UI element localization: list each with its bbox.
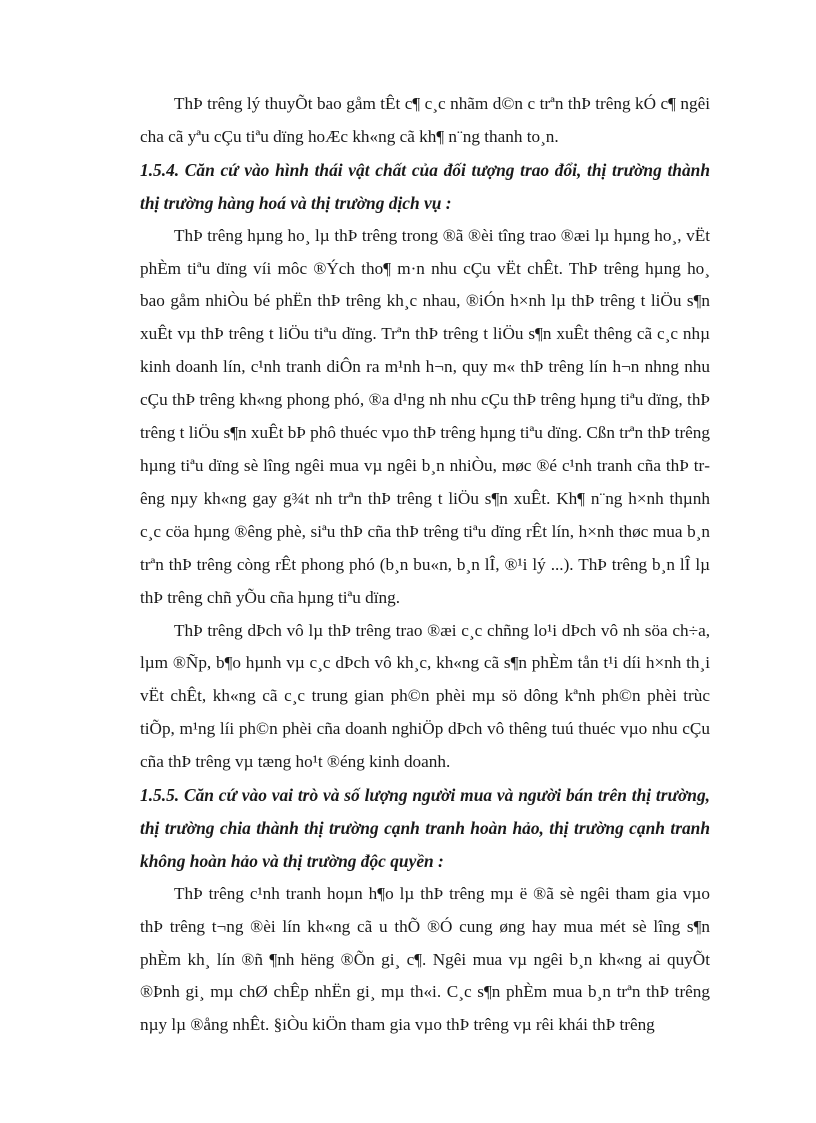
paragraph-goods-market: ThÞ trêng hµng ho¸ lµ thÞ trêng trong ®ã ®èi tîng trao ®æi lµ hµng ho¸, vËt phÈm tiªu dïng víi môc ®Ých tho¶ m·n nhu cÇu vËt chÊt. ThÞ trêng hµng ho¸ bao gåm nhiÒu bé phËn thÞ trêng kh¸c nhau, ®iÓn h×nh lµ thÞ trêng t liÖu s¶n xuÊt vµ thÞ trêng t liÖu tiªu dïng. Trªn thÞ trêng t liÖu s¶n xuÊt thêng cã c¸c nhµ kinh doanh lín, c¹nh tranh diÔn ra m¹nh h¬n, quy m« thÞ trêng lín h¬n nhng nhu cÇu thÞ trêng kh«ng phong phó, ®a d¹ng nh nhu cÇu thÞ trêng hµng tiªu dïng, thÞ trêng t liÖu s¶n xuÊt bÞ phô thuéc vµo thÞ trêng hµng tiªu dïng. Cßn trªn thÞ trêng hµng tiªu dïng sè lîng ngêi mua vµ ngêi b¸n nhiÒu, møc ®é c¹nh tranh cña thÞ trêng nµy kh«ng gay g¾t nh trªn thÞ trêng t liÖu s¶n xuÊt. Kh¶ n¨ng h×nh thµnh c¸c cöa hµng ®êng phè, siªu thÞ cña thÞ trêng tiªu dïng rÊt lín, h×nh thøc mua b¸n trªn thÞ trêng còng rÊt phong phó (b¸n bu«n, b¸n lÎ, ®¹i lý ...). ThÞ trêng b¸n lÎ lµ thÞ trêng chñ yÕu cña hµng tiªu dïng. <box>140 225 710 607</box>
paragraph-theoretical-market: ThÞ trêng lý thuyÕt bao gåm tÊt c¶ c¸c nhãm d©n c trªn thÞ trêng kÓ c¶ ngêi cha cã yªu cÇu tiªu dïng hoÆc kh«ng cã kh¶ n¨ng thanh to¸n. <box>140 94 710 146</box>
document-body <box>140 88 710 1042</box>
heading-1-5-4: 1.5.4. Căn cứ vào hình thái vật chất của đối tượng trao đổi, thị trường thành thị trường hàng hoá và thị trường dịch vụ : <box>140 159 710 213</box>
paragraph-service-market: ThÞ trêng dÞch vô lµ thÞ trêng trao ®æi c¸c chñng lo¹i dÞch vô nh söa ch÷a, lµm ®Ñp, b¶o hµnh vµ c¸c dÞch vô kh¸c, kh«ng cã s¶n phÈm tån t¹i díi h×nh th¸i vËt chÊt, kh«ng cã c¸c trung gian ph©n phèi mµ sö dông kªnh ph©n phèi trùc tiÕp, m¹ng líi ph©n phèi cña doanh nghiÖp dÞch vô thêng tuú thuéc vµo nhu cÇu cña thÞ trêng vµ tæng ho¹t ®éng kinh doanh. <box>140 620 710 772</box>
heading-1-5-5: 1.5.5. Căn cứ vào vai trò và số lượng người mua và người bán trên thị trường, thị trường chia thành thị trường cạnh tranh hoàn hảo, thị trường cạnh tranh không hoàn hảo và thị trường độc quyền : <box>140 785 710 871</box>
paragraph-perfect-competition: ThÞ trêng c¹nh tranh hoµn h¶o lµ thÞ trêng mµ ë ®ã sè ngêi tham gia vµo thÞ trêng t¬ng ®èi lín kh«ng cã u thÕ ®Ó cung øng hay mua mét sè lîng s¶n phÈm kh¸ lín ®ñ ¶nh hëng ®Õn gi¸ c¶. Ngêi mua vµ ngêi b¸n kh«ng ai quyÕt ®Þnh gi¸ mµ chØ chÊp nhËn gi¸ mµ th«i. C¸c s¶n phÈm mua b¸n trªn thÞ trêng nµy lµ ®ång nhÊt. §iÒu kiÖn tham gia vµo thÞ trêng vµ rêi khái thÞ trêng <box>140 883 710 1035</box>
